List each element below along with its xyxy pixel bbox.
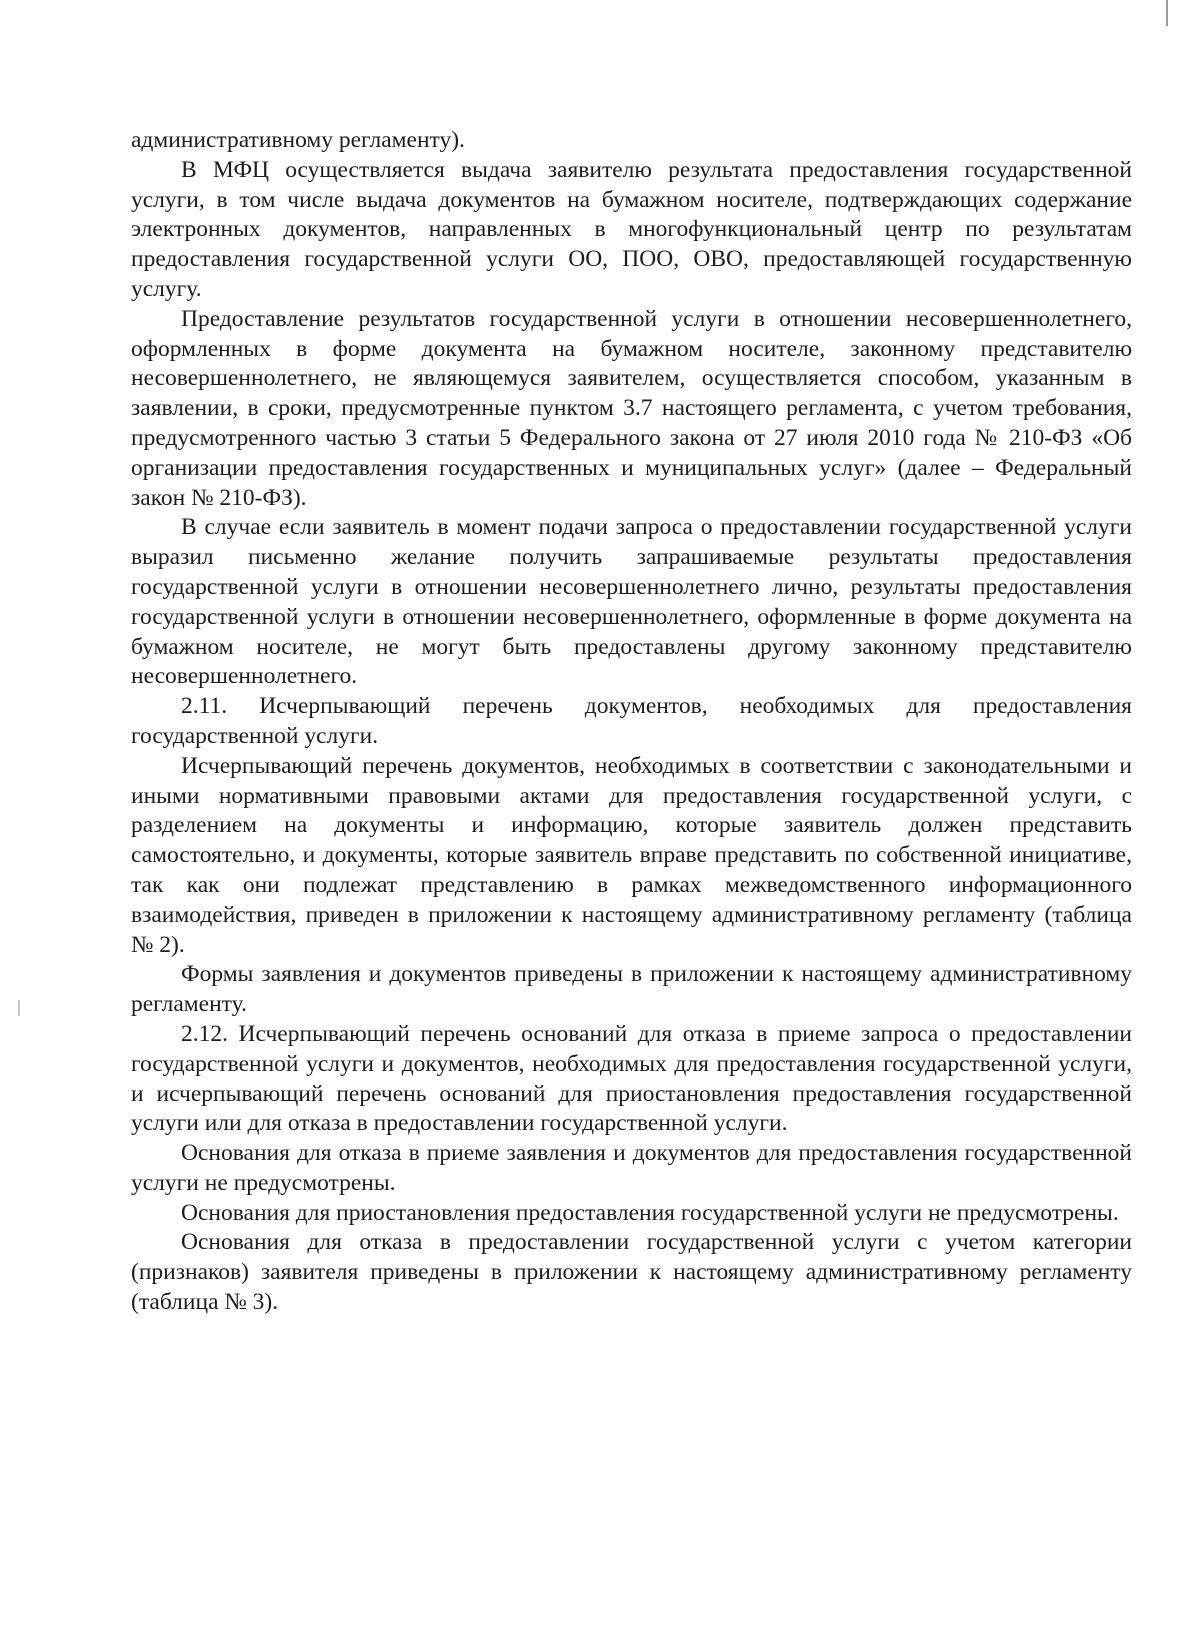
document-body (131, 126, 1132, 1318)
paragraph-documents-list: Исчерпывающий перечень документов, необходимых в соответствии с законодательными и иными нормативными правовыми актами для предоставления государственной услуги, с разделением на документы и информацию, которые заявитель должен представить самостоятельно, и документы, которые заявитель вправе представить по собственной инициативе, так как они подлежат представлению в рамках межведомственного информационного взаимодействия, приведен в приложении к настоящему административному регламенту (таблица № 2). (131, 752, 1132, 958)
paragraph-personal-receipt: В случае если заявитель в момент подачи запроса о предоставлении государственной услуги выразил письменно желание получить запрашиваемые результаты предоставления государственной услуги в отношении несовершеннолетнего лично, результаты предоставления государственной услуги в отношении несовершеннолетнего, оформленные в форме документа на бумажном носителе, не могут быть предоставлены другому законному представителю несовершеннолетнего. (131, 514, 1132, 690)
paragraph-refusal-acceptance: Основания для отказа в приеме заявления и документов для предоставления государственной услуги не предусмотрены. (131, 1140, 1132, 1196)
scan-edge-mark-top (1166, 0, 1168, 26)
paragraph-mfc-issuance: В МФЦ осуществляется выдача заявителю результата предоставления государственной услуги, в том числе выдача документов на бумажном носителе, подтверждающих содержание электронных документов, направленных в многофункциональный центр по результатам предоставления государственной услуги ОО, ПОО, ОВО, предоставляющей государственную услугу. (131, 156, 1132, 302)
paragraph-forms: Формы заявления и документов приведены в приложении к настоящему административному регламенту. (131, 961, 1132, 1018)
paragraph-suspension: Основания для приостановления предоставления государственной услуги не предусмотрены. (181, 1199, 1119, 1226)
section-heading-2-11: 2.11. Исчерпывающий перечень документов, необходимых для предоставления государственной услуги. (131, 693, 1132, 749)
section-heading-2-12: 2.12. Исчерпывающий перечень оснований для отказа в приеме запроса о предоставлении государственной услуги и документов, необходимых для предоставления государственной услуги, и исчерпывающий перечень оснований для приостановления предоставления государственной услуги или для отказа в предоставлении государственной услуги. (131, 1020, 1132, 1137)
paragraph-continuation: административному регламенту). (131, 127, 465, 153)
paragraph-refusal-provision: Основания для отказа в предоставлении государственной услуги с учетом категории (признаков) заявителя приведены в приложении к настоящему административному регламенту (таблица № 3). (131, 1229, 1132, 1316)
paragraph-minor-results: Предоставление результатов государственной услуги в отношении несовершеннолетнего, оформленных в форме документа на бумажном носителе, законному представителю несовершеннолетнего, не являющемуся заявителем, осуществляется способом, указанным в заявлении, в сроки, предусмотренные пунктом 3.7 настоящего регламента, с учетом требования, предусмотренного частью 3 статьи 5 Федерального закона от 27 июля 2010 года № 210-ФЗ «Об организации предоставления государственных и муниципальных услуг» (далее – Федеральный закон № 210-ФЗ). (131, 305, 1132, 511)
scan-edge-mark-left (18, 1000, 20, 1016)
